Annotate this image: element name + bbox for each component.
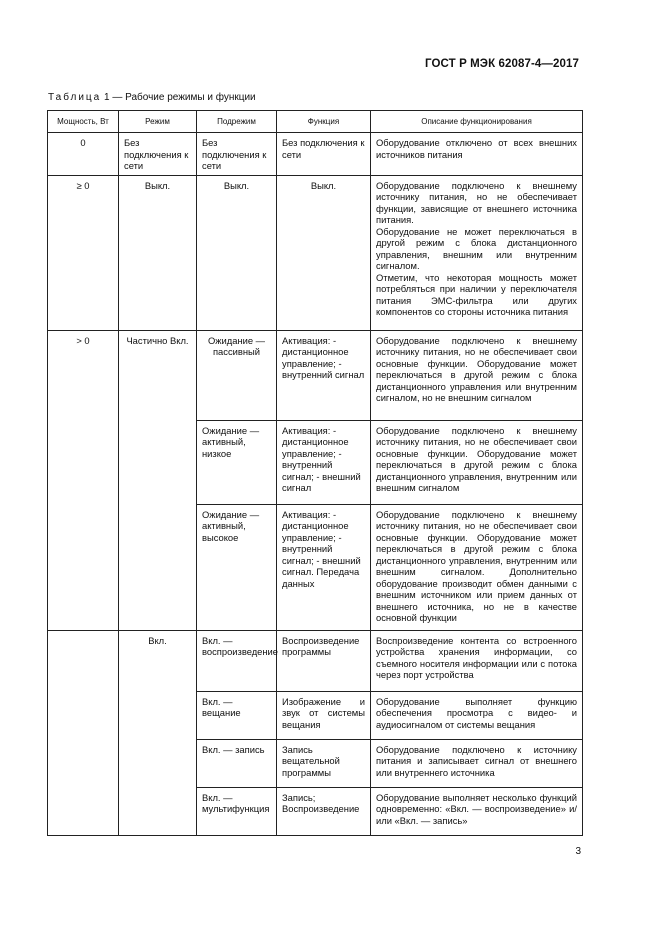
cell-submode: Ожидание — пассивный xyxy=(197,330,277,420)
cell-description: Воспроизведение контента со встроенного устройства хранения информации, со съемного носителя информации или с потока через порт устройства xyxy=(371,630,583,691)
cell-description: Оборудование подключено к внешнему источнику питания, но не обеспечивает свои основные функции. Оборудование может переключаться в другой режим с блока дистанционного управления, внутренним или внешним сигналом xyxy=(371,420,583,504)
cell-function: Без подключения к сети xyxy=(277,133,371,176)
description-paragraph: Отметим, что некоторая мощность может потребляться при наличии у переключателя питания ЭМС-фильтра или других компонентов со стороны источника питания xyxy=(376,271,577,317)
cell-submode: Вкл. — вещание xyxy=(197,691,277,739)
table-row xyxy=(48,175,583,330)
page-number: 3 xyxy=(575,846,581,857)
cell-power xyxy=(48,630,119,835)
cell-submode: Вкл. — воспроизведение xyxy=(197,630,277,691)
modes-table xyxy=(47,110,583,836)
cell-function: Запись вещательной программы xyxy=(277,739,371,787)
cell-function: Активация: - дистанционное управление; - внутренний сигнал xyxy=(277,330,371,420)
cell-function: Активация: - дистанционное управление; - внутренний сигнал; - внешний сигнал. Передача данных xyxy=(277,504,371,630)
table-caption xyxy=(48,92,256,103)
header-description: Описание функционирования xyxy=(371,111,583,133)
description-paragraph: Оборудование не может переключаться в другой режим с блока дистанционного управления, внешним или внутренним сигналом. xyxy=(376,225,577,271)
cell-mode: Частично Вкл. xyxy=(119,330,197,630)
cell-description: Оборудование выполняет несколько функций одновременно: «Вкл. — воспроизведение» и/или «Вкл. — запись» xyxy=(371,787,583,835)
cell-description xyxy=(371,175,583,330)
cell-submode: Выкл. xyxy=(197,175,277,330)
cell-mode: Вкл. xyxy=(119,630,197,835)
cell-submode: Вкл. — запись xyxy=(197,739,277,787)
cell-function: Воспроизведение программы xyxy=(277,630,371,691)
header-function: Функция xyxy=(277,111,371,133)
cell-submode: Ожидание — активный, низкое xyxy=(197,420,277,504)
cell-description: Оборудование выполняет функцию обеспечения просмотра с видео- и аудиосигналом от системы вещания xyxy=(371,691,583,739)
cell-function: Запись; Воспроизведение xyxy=(277,787,371,835)
cell-description: Оборудование подключено к источнику питания и записывает сигнал от внешнего или внутреннего источника xyxy=(371,739,583,787)
cell-function: Изображение и звук от системы вещания xyxy=(277,691,371,739)
cell-submode: Вкл. — мультифункция xyxy=(197,787,277,835)
caption-label: Таблица xyxy=(48,92,102,103)
cell-power: > 0 xyxy=(48,330,119,630)
table-header-row xyxy=(48,111,583,133)
cell-function: Активация: - дистанционное управление; - внутренний сигнал; - внешний сигнал xyxy=(277,420,371,504)
table-row xyxy=(48,330,583,420)
header-submode: Подрежим xyxy=(197,111,277,133)
cell-mode: Без подключения к сети xyxy=(119,133,197,176)
cell-power: 0 xyxy=(48,133,119,176)
cell-description: Оборудование подключено к внешнему источнику питания, но не обеспечивает свои основные функции. Оборудование может переключаться в другой режим с блока дистанционного управления или внутренним сигналом, но не внешним сигналом xyxy=(371,330,583,420)
table-row xyxy=(48,630,583,691)
cell-mode: Выкл. xyxy=(119,175,197,330)
table-row xyxy=(48,133,583,176)
description-paragraph: Оборудование подключено к внешнему источнику питания, но не обеспечивает функции, зависящие от внешнего источника питания. xyxy=(376,179,577,225)
header-power: Мощность, Вт xyxy=(48,111,119,133)
cell-function: Выкл. xyxy=(277,175,371,330)
caption-number: 1 xyxy=(104,92,110,103)
cell-description: Оборудование подключено к внешнему источнику питания, но не обеспечивает свои основные функции. Оборудование может переключаться в другой режим с блока дистанционного управления, внутренним или внешним сигналом. Дополнительно оборудование производит обмен данными с внешним источником или прием данных от внешнего источника, но не в качестве основной функции xyxy=(371,504,583,630)
cell-power: ≥ 0 xyxy=(48,175,119,330)
cell-submode: Ожидание — активный, высокое xyxy=(197,504,277,630)
cell-description: Оборудование отключено от всех внешних источников питания xyxy=(371,133,583,176)
standard-designation: ГОСТ Р МЭК 62087-4—2017 xyxy=(425,58,579,70)
cell-submode: Без подключения к сети xyxy=(197,133,277,176)
caption-title: — Рабочие режимы и функции xyxy=(112,92,256,103)
header-mode: Режим xyxy=(119,111,197,133)
